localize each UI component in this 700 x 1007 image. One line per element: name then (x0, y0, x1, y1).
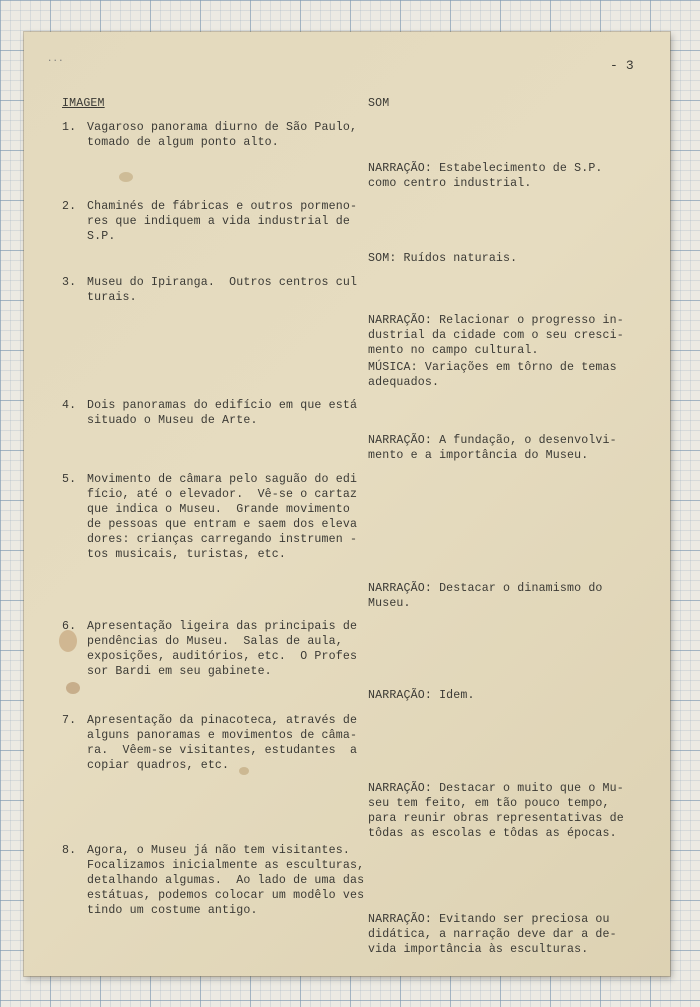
sound-cue-line: MÚSICA: Variações em tôrno de temas (368, 361, 617, 374)
page-number: - 3 (610, 58, 634, 73)
image-description-line: sor Bardi em seu gabinete. (87, 665, 272, 678)
sound-cue-line: NARRAÇÃO: Estabelecimento de S.P. (368, 162, 603, 175)
stain-mark (239, 767, 249, 775)
item-number: 1. (62, 121, 77, 134)
sound-cue-line: dustrial da cidade com o seu cresci- (368, 329, 624, 342)
image-description-line: Apresentação ligeira das principais de (87, 620, 358, 633)
column-header-image: IMAGEM (62, 97, 105, 110)
sound-cue-line: seu tem feito, em tão pouco tempo, (368, 797, 610, 810)
image-description-line: Chaminés de fábricas e outros pormeno- (87, 200, 358, 213)
sound-cue-line: como centro industrial. (368, 177, 532, 190)
sound-cue-line: Museu. (368, 597, 411, 610)
image-description-line: Focalizamos inicialmente as esculturas, (87, 859, 365, 872)
column-header-sound: SOM (368, 97, 390, 110)
image-description-line: pendências do Museu. Salas de aula, (87, 635, 343, 648)
image-description-line: tindo um costume antigo. (87, 904, 258, 917)
image-description-line: estátuas, podemos colocar um modêlo ves (87, 889, 365, 902)
stain-mark (119, 172, 133, 182)
sound-cue-line: para reunir obras representativas de (368, 812, 624, 825)
image-description-line: que indica o Museu. Grande movimento (87, 503, 350, 516)
image-description-line: tos musicais, turistas, etc. (87, 548, 287, 561)
image-description-line: Movimento de câmara pelo saguão do edi (87, 473, 358, 486)
image-description-line: res que indiquem a vida industrial de (87, 215, 350, 228)
sound-cue-line: NARRAÇÃO: Destacar o dinamismo do (368, 582, 603, 595)
image-description-line: situado o Museu de Arte. (87, 414, 258, 427)
sound-cue-line: adequados. (368, 376, 440, 389)
image-description-line: Vagaroso panorama diurno de São Paulo, (87, 121, 358, 134)
image-description-line: S.P. (87, 230, 116, 243)
image-description-line: copiar quadros, etc. (87, 759, 230, 772)
image-description-line: exposições, auditórios, etc. O Profes (87, 650, 358, 663)
sound-cue-line: tôdas as escolas e tôdas as épocas. (368, 827, 617, 840)
item-number: 7. (62, 714, 77, 727)
item-number: 3. (62, 276, 77, 289)
image-description-line: dores: crianças carregando instrumen - (87, 533, 358, 546)
sound-cue-line: mento e a importância do Museu. (368, 449, 589, 462)
sound-cue-line: NARRAÇÃO: A fundação, o desenvolvi- (368, 434, 617, 447)
sound-cue-line: NARRAÇÃO: Relacionar o progresso in- (368, 314, 624, 327)
image-description-line: Agora, o Museu já não tem visitantes. (87, 844, 350, 857)
sound-cue-line: NARRAÇÃO: Idem. (368, 689, 475, 702)
image-description-line: de pessoas que entram e saem dos eleva (87, 518, 358, 531)
item-number: 4. (62, 399, 77, 412)
corner-scribble: ... (47, 54, 64, 64)
sound-cue-line: SOM: Ruídos naturais. (368, 252, 518, 265)
image-description-line: alguns panoramas e movimentos de câma- (87, 729, 358, 742)
image-description-line: turais. (87, 291, 137, 304)
image-description-line: detalhando algumas. Ao lado de uma das (87, 874, 365, 887)
sound-cue-line: didática, a narração deve dar a de- (368, 928, 617, 941)
sound-cue-line: NARRAÇÃO: Evitando ser preciosa ou (368, 913, 610, 926)
sound-cue-line: NARRAÇÃO: Destacar o muito que o Mu- (368, 782, 624, 795)
image-description-line: Apresentação da pinacoteca, através de (87, 714, 358, 727)
item-number: 8. (62, 844, 77, 857)
image-description-line: fício, até o elevador. Vê-se o cartaz (87, 488, 358, 501)
image-description-line: Museu do Ipiranga. Outros centros cul (87, 276, 358, 289)
item-number: 2. (62, 200, 77, 213)
image-description-line: ra. Vêem-se visitantes, estudantes a (87, 744, 358, 757)
sound-cue-line: vida importância às esculturas. (368, 943, 589, 956)
image-description-line: Dois panoramas do edifício em que está (87, 399, 358, 412)
stain-mark (66, 682, 80, 694)
item-number: 6. (62, 620, 77, 633)
image-description-line: tomado de algum ponto alto. (87, 136, 279, 149)
item-number: 5. (62, 473, 77, 486)
sound-cue-line: mento no campo cultural. (368, 344, 539, 357)
